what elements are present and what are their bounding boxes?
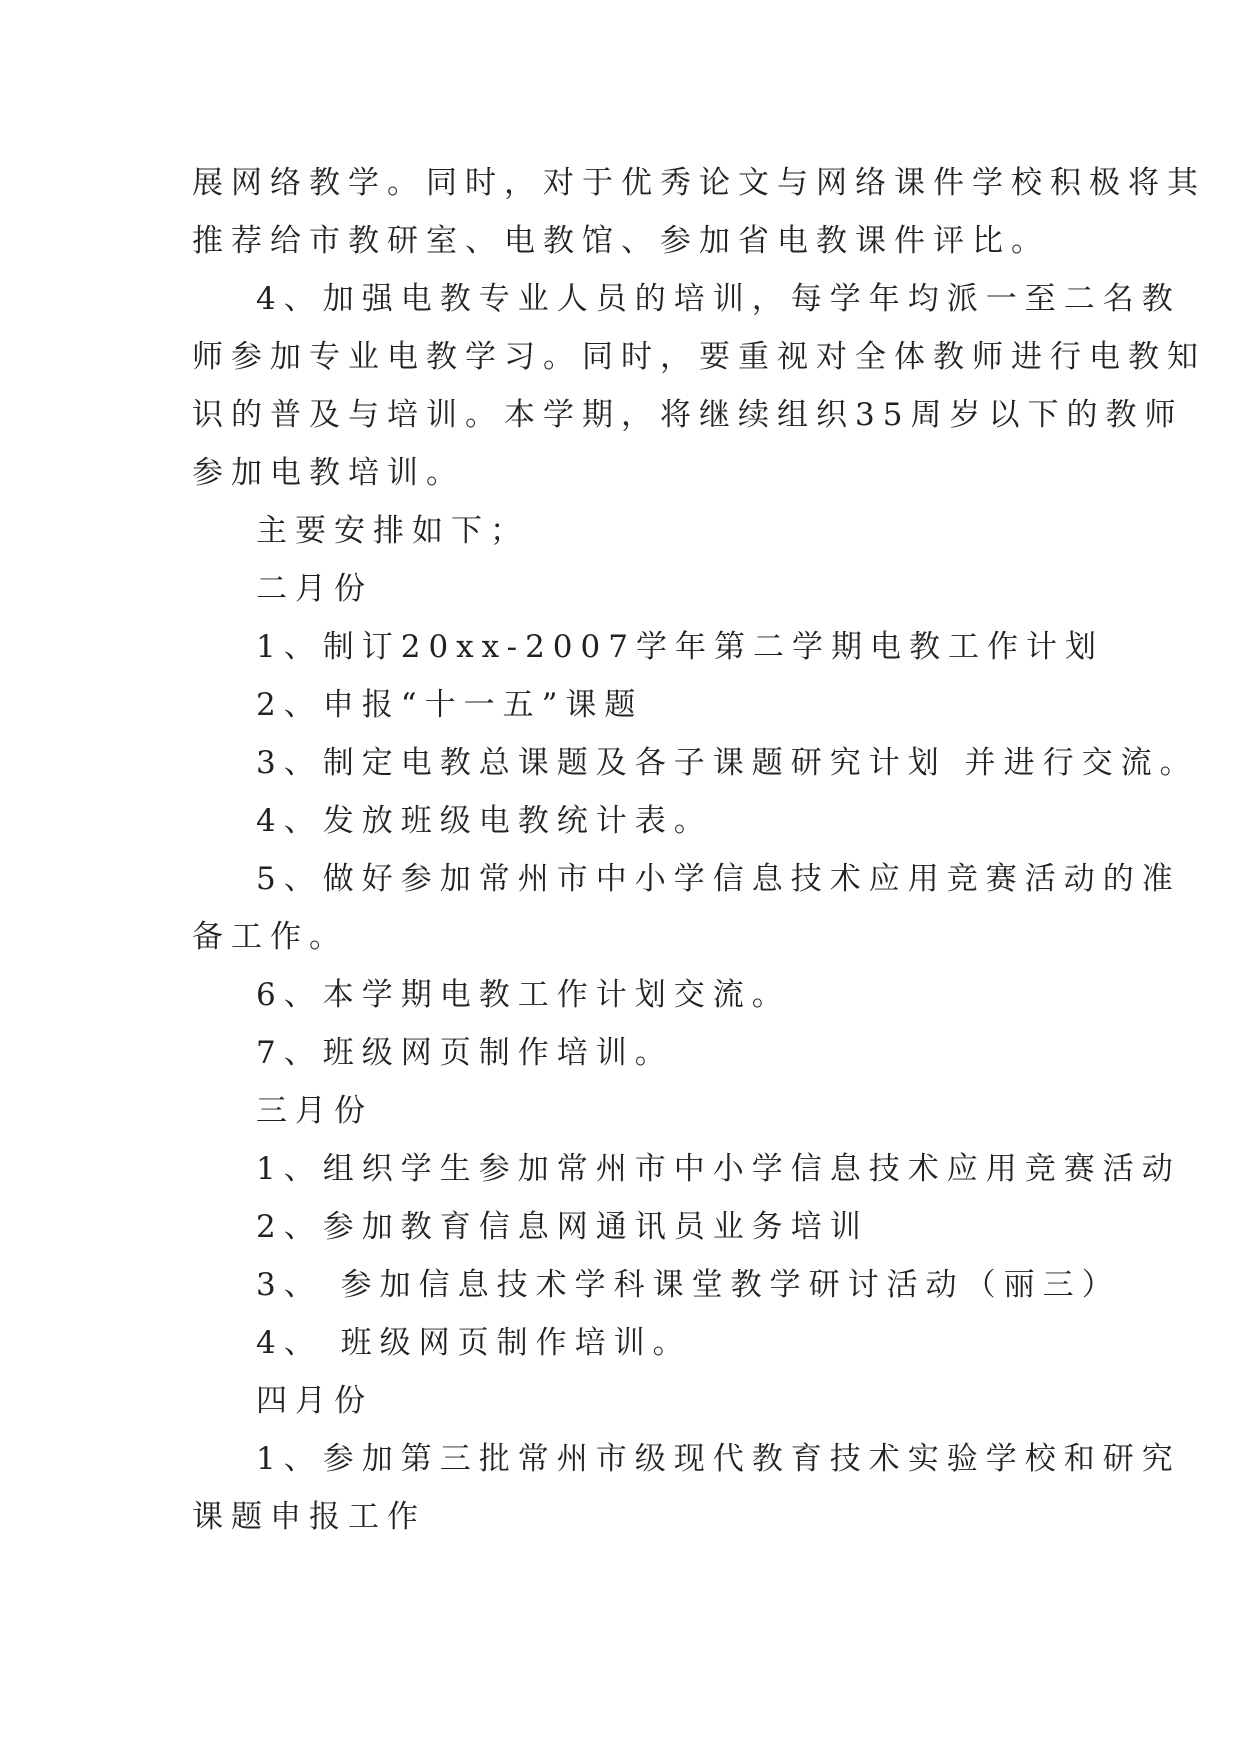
list-item: 6、本学期电教工作计划交流。 [256,977,791,1013]
section-heading: 三月份 [256,1093,373,1129]
text-line: 推荐给市教研室、电教馆、参加省电教课件评比。 [192,223,1050,259]
list-item: 3、 参加信息技术学科课堂教学研讨活动（丽三） [256,1267,1121,1303]
text-line: 师参加专业电教学习。同时，要重视对全体教师进行电教知 [192,339,1206,375]
list-item: 2、申报“十一五”课题 [256,687,644,723]
list-item: 3、制定电教总课题及各子课题研究计划 并进行交流。 [256,745,1199,781]
list-item: 4、发放班级电教统计表。 [256,803,713,839]
list-item: 1、参加第三批常州市级现代教育技术实验学校和研究 [256,1441,1181,1477]
text-line: 识的普及与培训。本学期，将继续组织35周岁以下的教师 [192,397,1184,433]
list-item: 1、组织学生参加常州市中小学信息技术应用竞赛活动 [256,1151,1181,1187]
section-heading: 二月份 [256,571,373,607]
text-line: 主要安排如下； [256,513,529,549]
text-line: 展网络教学。同时，对于优秀论文与网络课件学校积极将其 [192,165,1206,201]
list-item: 5、做好参加常州市中小学信息技术应用竞赛活动的准 [256,861,1181,897]
list-item: 4、 班级网页制作培训。 [256,1325,692,1361]
list-item: 1、制订20xx-2007学年第二学期电教工作计划 [256,629,1104,665]
list-item: 2、参加教育信息网通讯员业务培训 [256,1209,869,1245]
text-line: 4、加强电教专业人员的培训，每学年均派一至二名教 [256,281,1181,317]
text-line: 参加电教培训。 [192,455,465,491]
text-line: 备工作。 [192,919,348,955]
text-line: 课题申报工作 [192,1499,426,1535]
section-heading: 四月份 [256,1383,373,1419]
list-item: 7、班级网页制作培训。 [256,1035,674,1071]
